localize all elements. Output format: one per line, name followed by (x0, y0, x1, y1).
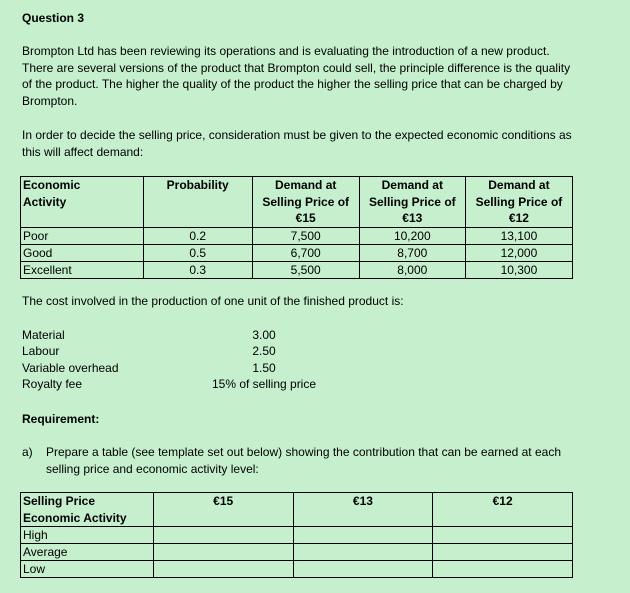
empty-cell (433, 527, 573, 544)
empty-cell (433, 544, 573, 561)
cost-label: Variable overhead (22, 361, 119, 375)
header-demand-15: Demand at Selling Price of €15 (252, 177, 359, 228)
cost-value: 2.50 (252, 344, 276, 358)
cost-value: 1.50 (252, 361, 276, 375)
cost-value: 3.00 (252, 328, 276, 342)
activity-cell: Excellent (21, 261, 144, 278)
cost-label: Labour (22, 344, 60, 358)
table-row (21, 227, 573, 244)
header-economic-activity: Economic Activity (21, 177, 144, 228)
empty-cell (153, 561, 293, 578)
empty-cell (293, 561, 433, 578)
empty-cell (433, 561, 573, 578)
demand-table-header-row (21, 177, 573, 228)
intro-line: of the product. The higher the quality of the product the higher the selling price that can be charged by (22, 77, 563, 91)
intro-line: Brompton Ltd has been reviewing its operations and is evaluating the introduction of a new product. (22, 44, 550, 58)
header-demand-13: Demand at Selling Price of €13 (359, 177, 465, 228)
demand-cell: 10,300 (465, 261, 572, 278)
intro-line: There are several versions of the product that Brompton could sell, the principle difference is the quality (22, 60, 571, 75)
header-selling-price: Selling Price Economic Activity (21, 493, 154, 527)
empty-cell (293, 527, 433, 544)
demand-cell: 8,700 (359, 244, 465, 261)
header-price-13: €13 (293, 493, 433, 527)
intro-line: Brompton. (22, 93, 78, 108)
intro-paragraph (22, 43, 582, 109)
header-price-12: €12 (433, 493, 573, 527)
demand-cell: 10,200 (359, 227, 465, 244)
demand-table (20, 176, 573, 279)
activity-cell: High (21, 527, 154, 544)
question-a-text: Prepare a table (see template set out below) showing the contribution that can be earned at each selling price and economic activity level: (46, 445, 561, 476)
cost-label: Royalty fee (22, 377, 83, 391)
demand-cell: 6,700 (252, 244, 359, 261)
cost-value: 15% of selling price (211, 377, 317, 391)
empty-cell (293, 544, 433, 561)
table-row (21, 244, 573, 261)
activity-cell: Low (21, 561, 154, 578)
template-table (20, 492, 573, 578)
cost-intro: The cost involved in the production of one unit of the finished product is: (22, 294, 404, 308)
demand-cell: 5,500 (252, 261, 359, 278)
question-title: Question 3 (22, 11, 85, 25)
question-a-label: a) (22, 445, 33, 459)
requirement-heading: Requirement: (22, 412, 100, 426)
header-probability: Probability (143, 177, 252, 228)
cost-label: Material (22, 328, 65, 342)
demand-cell: 12,000 (465, 244, 572, 261)
probability-cell: 0.2 (143, 227, 252, 244)
header-price-15: €15 (153, 493, 293, 527)
demand-intro-line: this will affect demand: (22, 144, 144, 159)
table-row (21, 561, 573, 578)
empty-cell (153, 527, 293, 544)
table-row (21, 261, 573, 278)
empty-cell (153, 544, 293, 561)
demand-intro-paragraph (22, 127, 582, 160)
header-demand-12: Demand at Selling Price of €12 (465, 177, 572, 228)
template-header-row (21, 493, 573, 527)
demand-cell: 7,500 (252, 227, 359, 244)
table-row (21, 544, 573, 561)
activity-cell: Poor (21, 227, 144, 244)
probability-cell: 0.3 (143, 261, 252, 278)
probability-cell: 0.5 (143, 244, 252, 261)
demand-cell: 13,100 (465, 227, 572, 244)
activity-cell: Good (21, 244, 144, 261)
question-a (22, 444, 592, 478)
table-row (21, 527, 573, 544)
demand-intro-line: In order to decide the selling price, consideration must be given to the expected economic conditions as (22, 128, 572, 142)
activity-cell: Average (21, 544, 154, 561)
demand-cell: 8,000 (359, 261, 465, 278)
